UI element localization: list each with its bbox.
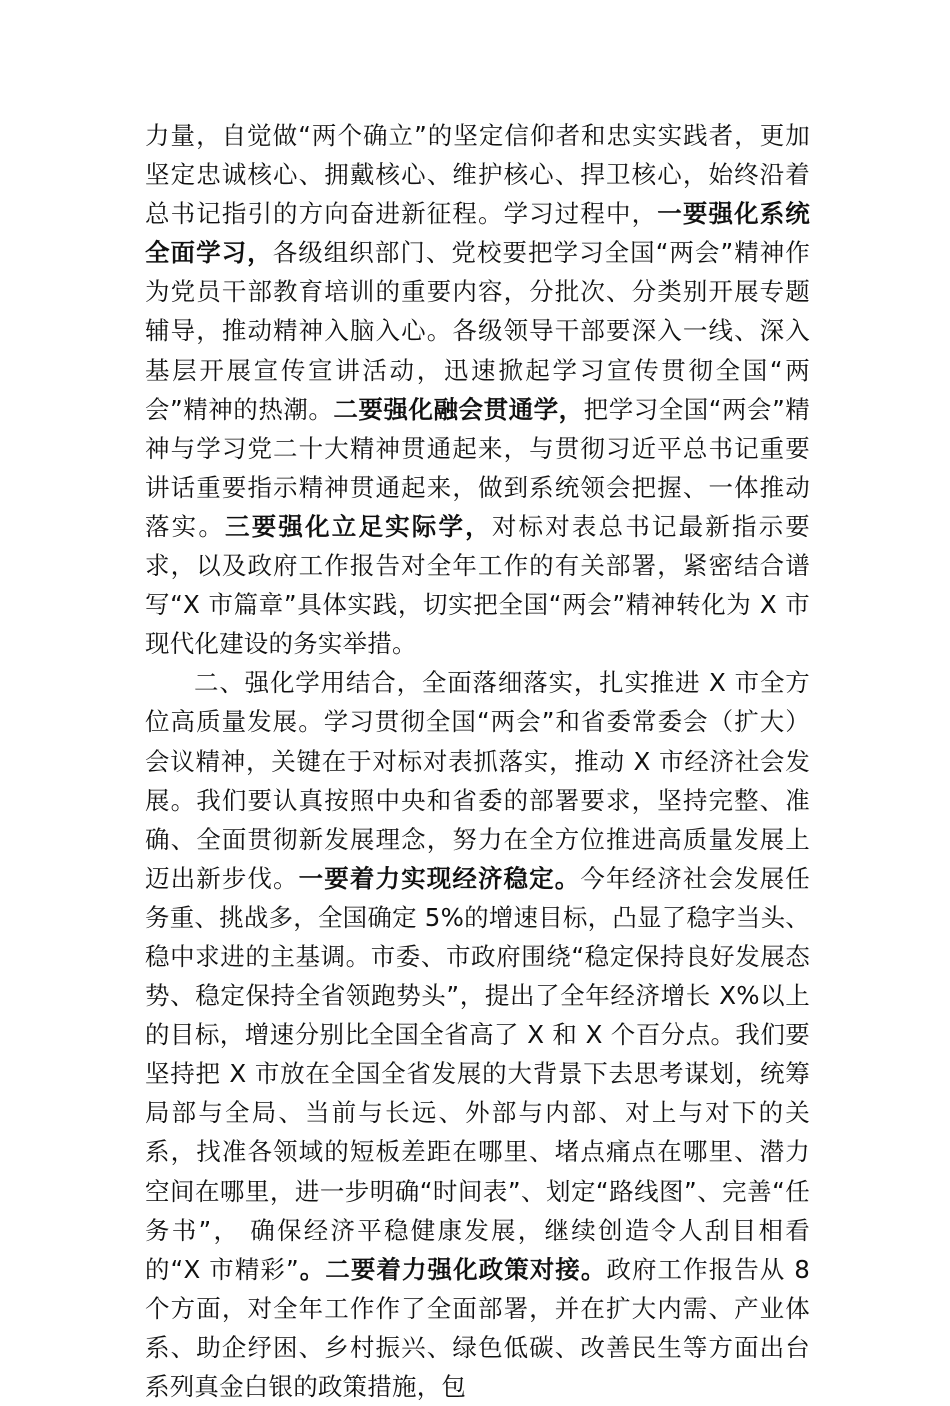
- text-run: 把学习全国“两会”精神与学习党二十大精神贯通起来，与贯彻习近平总书记重要讲话重要指示精神贯通起来，做到系统领会把握、一体推动落实。: [145, 394, 810, 541]
- text-run: 二、强化学用结合，全面落细落实，扎实推进 X 市全方位高质量发展。学习贯彻全国“两会”和省委常委会（扩大）会议精神，关键在于对标对表抓落实，推动 X 市经济社会发展。我们要认真按照中央和省委的部署要求，坚持完整、准确、全面贯彻新发展理念，努力在全方位推进高质量发展上迈出新步伐。: [145, 668, 810, 893]
- paragraph-1: [145, 116, 810, 663]
- text-run: 各级组织部门、党校要把学习全国“两会”精神作为党员干部教育培训的重要内容，分批次、分类别开展专题辅导，推动精神入脑入心。各级领导干部要深入一线、深入基层开展宣传宣讲活动，迅速掀起学习宣传贯彻全国“两会”精神的热潮。: [145, 238, 811, 424]
- bold-heading-run: 一要强化系统全面学习，: [145, 199, 811, 268]
- text-run: 对标对表总书记最新指示要求，以及政府工作报告对全年工作的有关部署，紧密结合谱写“X 市篇章”具体实践，切实把全国“两会”精神转化为 X 市现代化建设的务实举措。: [145, 511, 811, 659]
- text-run: 政府工作报告从 8 个方面，对全年工作作了全面部署，并在扩大内需、产业体系、助企纾困、乡村振兴、绿色低碳、改善民生等方面出台系列真金白银的政策措施，包: [145, 1254, 810, 1401]
- text-run: 力量，自觉做“两个确立”的坚定信仰者和忠实实践者，更加坚定忠诚核心、拥戴核心、维护核心、捍卫核心，始终沿着总书记指引的方向奋进新征程。学习过程中，: [145, 121, 810, 229]
- bold-heading-run: 二要强化融会贯通学，: [333, 394, 584, 424]
- bold-heading-run: 一要着力实现经济稳定。: [298, 863, 581, 893]
- document-body: [145, 116, 810, 1406]
- text-run: 今年经济社会发展任务重、挑战多，全国确定 5%的增速目标，凸显了稳字当头、稳中求进的主基调。市委、市政府围绕“稳定保持良好发展态势、稳定保持全省领跑势头”，提出了全年经济增长 X%以上的目标，增速分别比全国全省高了 X 和 X 个百分点。我们要坚持把 X 市放在全国全省发展的大背景下去思考谋划，统筹局部与全局、当前与长远、外部与内部、对上与对下的关系，找准各领域的短板差距在哪里、堵点痛点在哪里、潜力空间在哪里，进一步明确“时间表”、划定“路线图”、完善“任务书”， 确保经济平稳健康发展，继续创造令人刮目相看的“X 市精彩”: [145, 863, 810, 1284]
- bold-heading-run: 三要强化立足实际学，: [225, 511, 492, 541]
- paragraph-2: [145, 663, 810, 1406]
- bold-heading-run: 。二要着力强化政策对接。: [298, 1254, 607, 1284]
